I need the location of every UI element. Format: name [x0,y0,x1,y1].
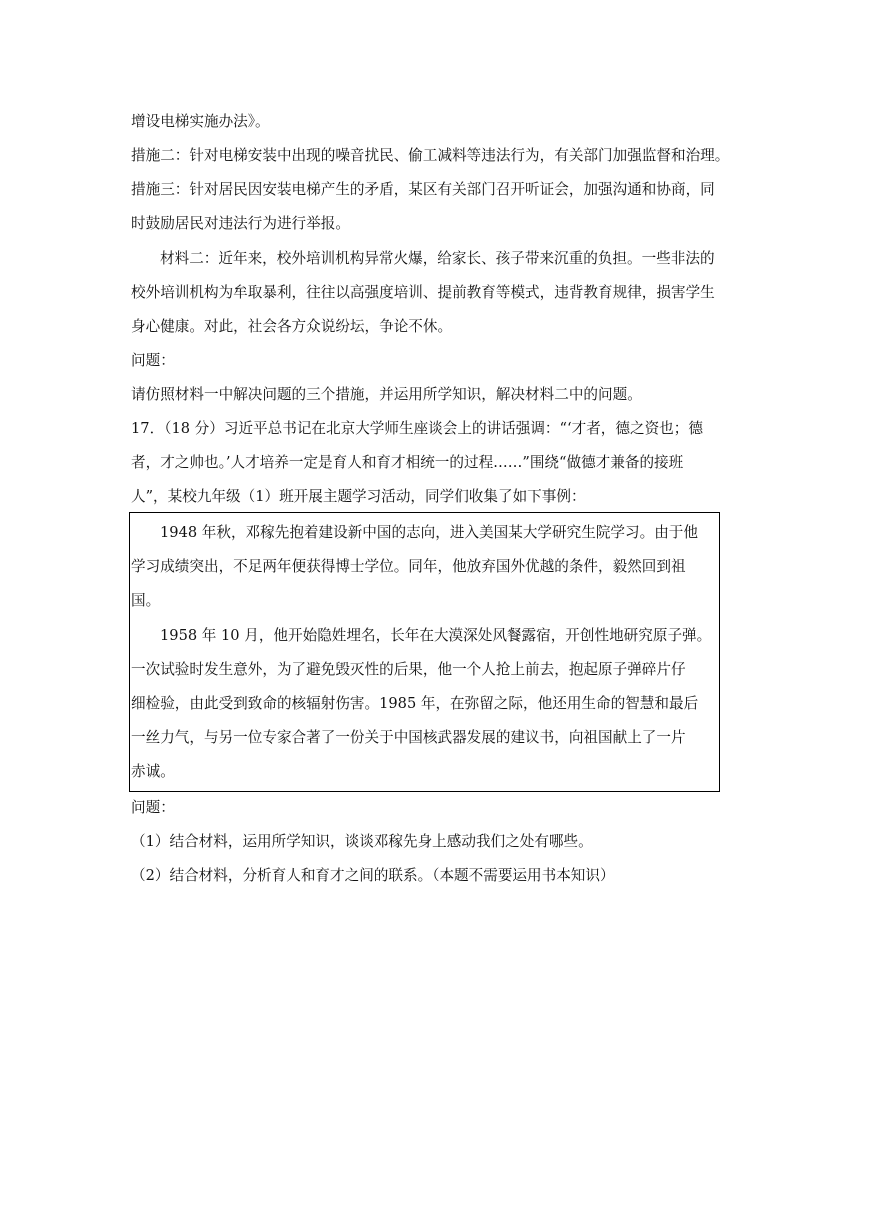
sub-question-2: （2）结合材料，分析育人和育才之间的联系。（本题不需要运用书本知识） [131,867,615,884]
box-line: 1948 年秋，邓稼先抱着建设新中国的志向，进入美国某大学研究生院学习。由于他 [160,524,698,541]
text-line: 措施三：针对居民因安装电梯产生的矛盾，某区有关部门召开听证会，加强沟通和协商，同 [131,181,715,198]
box-line: 国。 [131,592,161,609]
box-line: 赤诚。 [131,763,175,780]
text-line: 校外培训机构为牟取暴利，往往以高强度培训、提前教育等模式，违背教育规律，损害学生 [131,284,715,301]
sub-question-1: （1）结合材料，运用所学知识，谈谈邓稼先身上感动我们之处有哪些。 [131,833,593,850]
text-line: 者，才之帅也。’人才培养一定是育人和育才相统一的过程……”围绕“做德才兼备的接班 [131,454,684,471]
box-line: 一次试验时发生意外，为了避免毁灭性的后果，他一个人抢上前去，抱起原子弹碎片仔 [131,661,686,678]
text-line: 措施二：针对电梯安装中出现的噪音扰民、偷工减料等违法行为，有关部门加强监督和治理。 [131,147,730,164]
box-line: 细检验，由此受到致命的核辐射伤害。1985 年，在弥留之际，他还用生命的智慧和最后 [131,695,699,712]
question-label: 问题： [131,799,175,816]
box-line: 学习成绩突出，不足两年便获得博士学位。同年，他放弃国外优越的条件，毅然回到祖 [131,558,686,575]
question-label: 问题： [131,352,175,369]
material-box [129,512,720,792]
text-line: 身心健康。对此，社会各方众说纷坛，争论不休。 [131,318,453,335]
text-line: 人”，某校九年级（1）班开展主题学习活动，同学们收集了如下事例： [131,488,586,505]
text-line: 材料二：近年来，校外培训机构异常火爆，给家长、孩子带来沉重的负担。一些非法的 [160,250,715,267]
text-line: 增设电梯实施办法》。 [131,113,270,130]
text-line: 请仿照材料一中解决问题的三个措施，并运用所学知识，解决材料二中的问题。 [131,386,642,403]
text-line: 时鼓励居民对违法行为进行举报。 [131,215,350,232]
question-17-heading: 17．（18 分）习近平总书记在北京大学师生座谈会上的讲话强调：“‘才者，德之资也；德 [131,420,703,437]
box-line: 1958 年 10 月，他开始隐姓埋名，长年在大漠深处风餐露宿，开创性地研究原子弹。 [160,627,712,644]
box-line: 一丝力气，与另一位专家合著了一份关于中国核武器发展的建议书，向祖国献上了一片 [131,729,686,746]
